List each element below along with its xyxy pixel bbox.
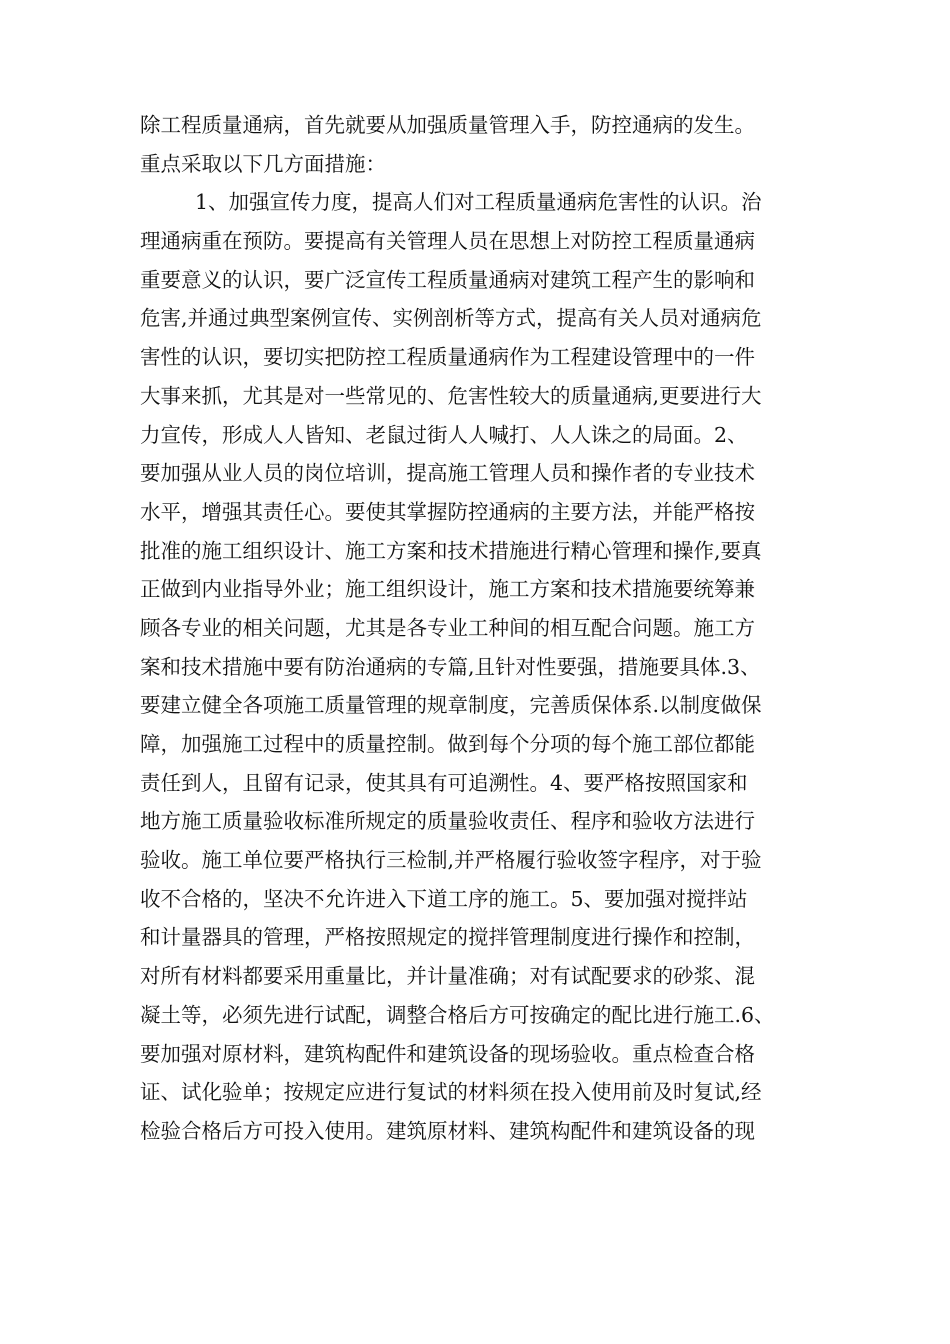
text-line: 大事来抓，尤其是对一些常见的、危害性较大的质量通病,更要进行大 — [140, 383, 762, 408]
text-line: 重点采取以下几方面措施： — [140, 151, 386, 176]
text-line: 批准的施工组织设计、施工方案和技术措施进行精心管理和操作,要真 — [140, 538, 762, 563]
text-line: 障，加强施工过程中的质量控制。做到每个分项的每个施工部位都能 — [140, 732, 755, 756]
text-line: 收不合格的，坚决不允许进入下道工序的施工。5、要加强对搅拌站 — [140, 886, 748, 911]
body-text — [140, 106, 840, 1151]
text-line: 地方施工质量验收标准所规定的质量验收责任、程序和验收方法进行 — [140, 809, 755, 834]
text-line: 害性的认识，要切实把防控工程质量通病作为工程建设管理中的一件 — [140, 345, 755, 370]
text-line: 除工程质量通病，首先就要从加强质量管理入手，防控通病的发生。 — [140, 113, 755, 137]
text-line: 要建立健全各项施工质量管理的规章制度，完善质保体系.以制度做保 — [140, 693, 762, 718]
text-line: 证、试化验单；按规定应进行复试的材料须在投入使用前及时复试,经 — [140, 1080, 762, 1105]
text-line: 验收。施工单位要严格执行三检制,并严格履行验收签字程序，对于验 — [140, 848, 762, 873]
text-line: 检验合格后方可投入使用。建筑原材料、建筑构配件和建筑设备的现 — [140, 1118, 755, 1143]
text-line: 力宣传，形成人人皆知、老鼠过街人人喊打、人人诛之的局面。2、 — [140, 422, 748, 447]
text-line: 危害,并通过典型案例宣传、实例剖析等方式，提高有关人员对通病危 — [140, 306, 762, 331]
text-line: 案和技术措施中要有防治通病的专篇,且针对性要强，措施要具体.3、 — [140, 654, 761, 679]
text-line: 对所有材料都要采用重量比，并计量准确；对有试配要求的砂浆、混 — [140, 964, 755, 989]
text-line: 要加强对原材料，建筑构配件和建筑设备的现场验收。重点检查合格 — [140, 1041, 755, 1066]
text-line: 理通病重在预防。要提高有关管理人员在思想上对防控工程质量通病 — [140, 229, 755, 254]
text-line: 正做到内业指导外业；施工组织设计，施工方案和技术措施要统筹兼 — [140, 577, 755, 602]
text-line: 要加强从业人员的岗位培训，提高施工管理人员和操作者的专业技术 — [140, 461, 755, 486]
text-line: 和计量器具的管理，严格按照规定的搅拌管理制度进行操作和控制， — [140, 925, 755, 950]
text-line: 重要意义的认识，要广泛宣传工程质量通病对建筑工程产生的影响和 — [140, 267, 755, 292]
text-line: 责任到人，且留有记录，使其具有可追溯性。4、要严格按照国家和 — [140, 770, 748, 795]
text-line: 顾各专业的相关问题，尤其是各专业工种间的相互配合问题。施工方 — [140, 615, 755, 640]
text-line: 凝土等，必须先进行试配，调整合格后方可按确定的配比进行施工.6、 — [140, 1002, 775, 1027]
text-line: 1、加强宣传力度，提高人们对工程质量通病危害性的认识。治 — [195, 190, 762, 215]
text-line: 水平，增强其责任心。要使其掌握防控通病的主要方法，并能严格按 — [140, 499, 755, 524]
